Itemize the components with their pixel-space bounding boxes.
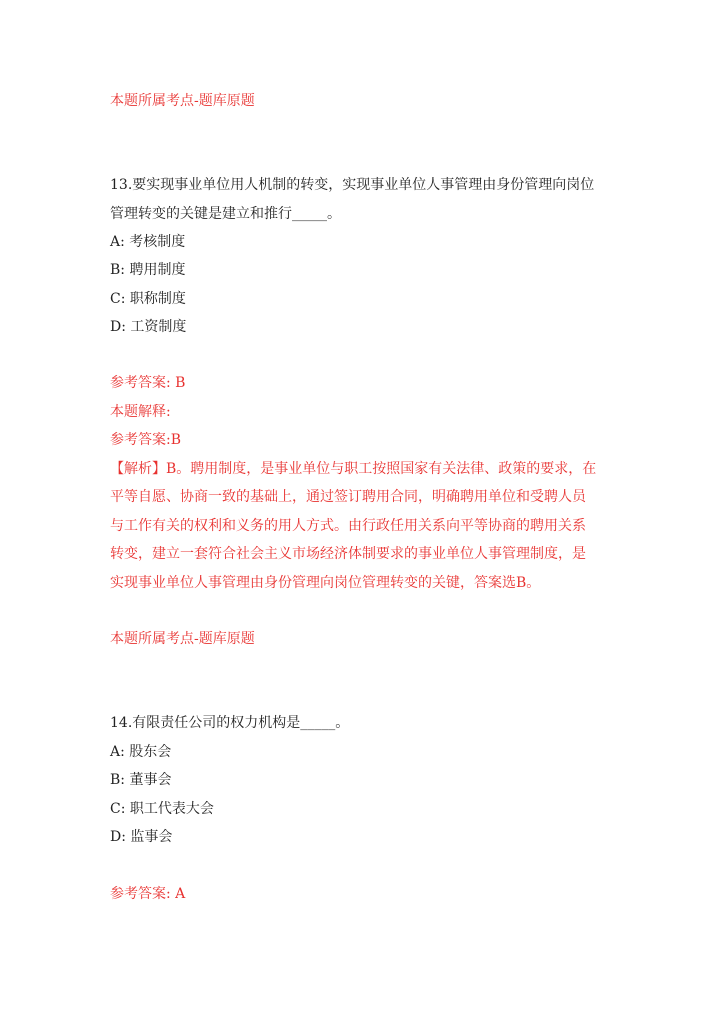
option-c: C: 职工代表大会 <box>110 801 214 817</box>
option-a: A: 股东会 <box>110 744 172 760</box>
explanation-title: 本题解释: <box>110 404 171 420</box>
answer-label: 参考答案: A <box>110 886 186 902</box>
option-d: D: 工资制度 <box>110 319 187 335</box>
source-tag: 本题所属考点-题库原题 <box>110 631 255 647</box>
analysis-line-1: 【解析】B。聘用制度，是事业单位与职工按照国家有关法律、政策的要求，在 <box>110 461 597 477</box>
option-a: A: 考核制度 <box>110 234 186 250</box>
question-13-stem-line-2: 管理转变的关键是建立和推行_____。 <box>110 206 341 222</box>
source-tag: 本题所属考点-题库原题 <box>110 93 255 109</box>
analysis-line-2: 平等自愿、协商一致的基础上，通过签订聘用合同，明确聘用单位和受聘人员 <box>110 489 586 505</box>
answer-label-2: 参考答案:B <box>110 432 182 448</box>
question-14-stem: 14.有限责任公司的权力机构是_____。 <box>110 715 350 731</box>
option-b: B: 聘用制度 <box>110 262 186 278</box>
analysis-line-4: 转变，建立一套符合社会主义市场经济体制要求的事业单位人事管理制度，是 <box>110 546 586 562</box>
analysis-line-3: 与工作有关的权利和义务的用人方式。由行政任用关系向平等协商的聘用关系 <box>110 518 586 534</box>
option-d: D: 监事会 <box>110 829 173 845</box>
question-13-stem-line-1: 13.要实现事业单位用人机制的转变，实现事业单位人事管理由身份管理向岗位 <box>110 177 595 193</box>
answer-label: 参考答案: B <box>110 375 186 391</box>
analysis-line-5: 实现事业单位人事管理由身份管理向岗位管理转变的关键，答案选B。 <box>110 575 541 591</box>
option-b: B: 董事会 <box>110 772 172 788</box>
option-c: C: 职称制度 <box>110 291 186 307</box>
